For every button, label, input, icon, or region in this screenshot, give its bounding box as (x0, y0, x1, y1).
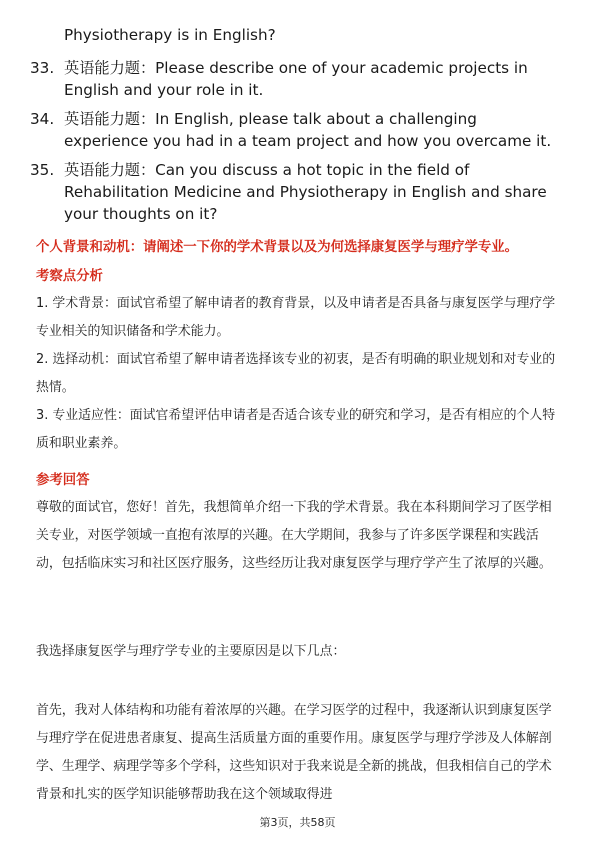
question-number: 33. (30, 59, 55, 77)
question-33 (30, 57, 565, 101)
question-34 (30, 108, 565, 152)
question-text: 英语能力题：Can you discuss a hot topic in the field of Rehabilitation Medicine and Physiotherapy in English and share your thoughts on it? (64, 161, 547, 223)
analysis-point: 2. 选择动机：面试官希望了解申请者选择该专业的初衷，是否有明确的职业规划和对专业的热情。 (36, 352, 556, 395)
question-35 (30, 159, 565, 225)
question-number: 34. (30, 110, 55, 128)
answer-paragraph: 首先，我对人体结构和功能有着浓厚的兴趣。在学习医学的过程中，我逐渐认识到康复医学与理疗学在促进患者康复、提高生活质量方面的重要作用。康复医学与理疗学涉及人体解剖学、生理学、病理学等多个学科，这些知识对于我来说是全新的挑战，但我相信自己的学术背景和扎实的医学知识能够帮助我在这个领域取得进 (36, 703, 552, 802)
answer-paragraph: 我选择康复医学与理疗学专业的主要原因是以下几点： (36, 644, 346, 659)
analysis-heading: 考察点分析 (36, 269, 103, 284)
question-text: 英语能力题：In English, please talk about a challenging experience you had in a team project and how you overcame it. (64, 110, 552, 150)
page-footer: 第3页，共58页 (259, 816, 336, 829)
analysis-point: 1. 学术背景：面试官希望了解申请者的教育背景，以及申请者是否具备与康复医学与理疗学专业相关的知识储备和学术能力。 (36, 296, 556, 339)
analysis-point: 3. 专业适应性：面试官希望评估申请者是否适合该专业的研究和学习，是否有相应的个人特质和职业素养。 (36, 408, 556, 451)
section-title: 个人背景和动机：请阐述一下你的学术背景以及为何选择康复医学与理疗学专业。 (36, 240, 519, 255)
answer-paragraph: 尊敬的面试官，您好！首先，我想简单介绍一下我的学术背景。我在本科期间学习了医学相关专业，对医学领域一直抱有浓厚的兴趣。在大学期间，我参与了许多医学课程和实践活动，包括临床实习和社区医疗服务，这些经历让我对康复医学与理疗学产生了浓厚的兴趣。 (36, 500, 552, 571)
analysis-list (36, 290, 558, 458)
answer-heading: 参考回答 (36, 473, 90, 488)
question-number: 35. (30, 161, 55, 179)
question-text: 英语能力题：Please describe one of your academic projects in English and your role in it. (64, 59, 528, 99)
previous-question-continuation: Physiotherapy is in English? (64, 26, 276, 44)
